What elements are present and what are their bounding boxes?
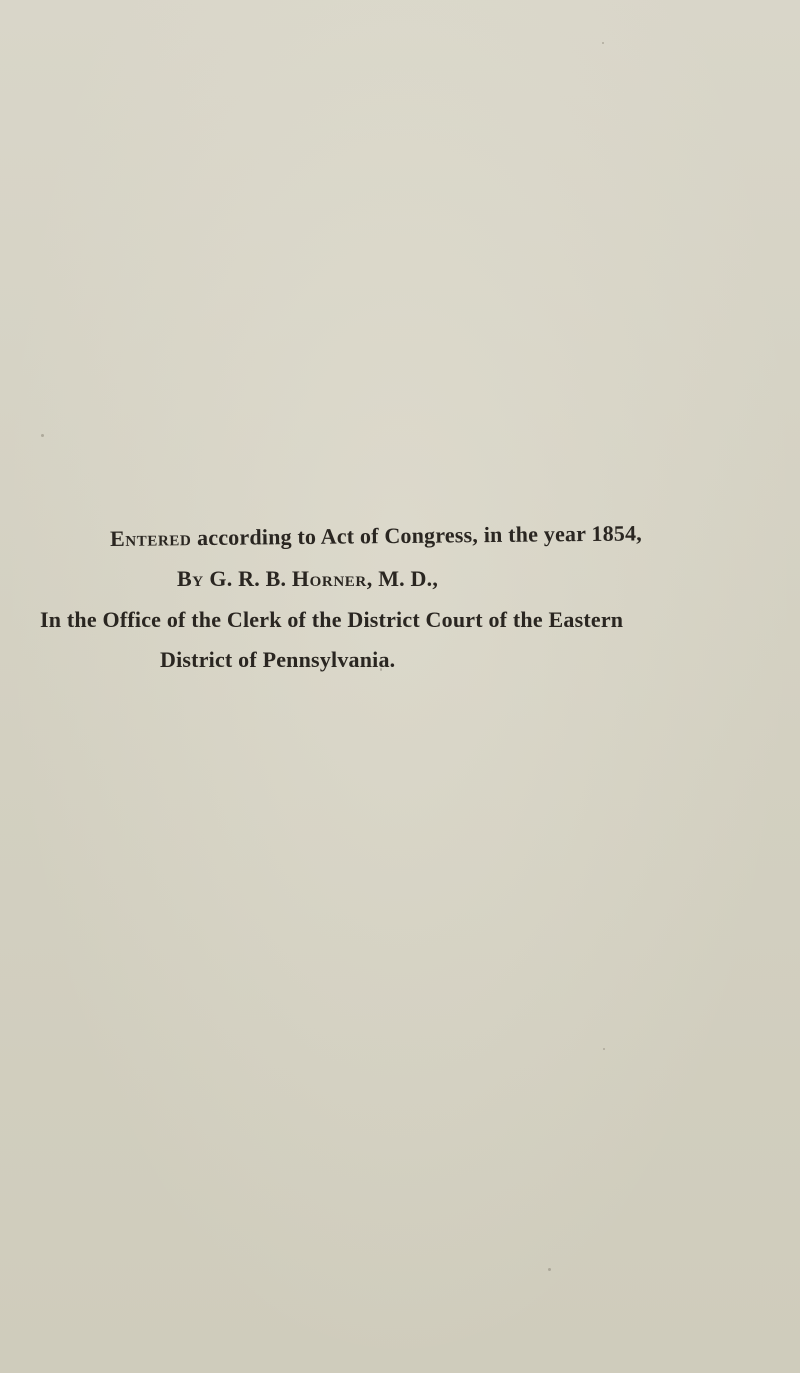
entered-rest: according to Act of Congress, in the year 1854, [191, 520, 643, 551]
by-word: By [177, 566, 204, 591]
copyright-notice [0, 514, 800, 714]
copyright-line-district: District of Pennsylvania. [160, 647, 396, 672]
copyright-line-entered [110, 520, 642, 552]
paper-speck [41, 434, 44, 437]
author-surname: Horner [291, 566, 367, 591]
entered-word: Entered [109, 525, 192, 551]
paper-speck [548, 1268, 551, 1271]
copyright-line-author [177, 566, 438, 592]
author-initials: G. R. B. [203, 566, 292, 591]
copyright-line-office: In the Office of the Clerk of the District Court of the Eastern [40, 607, 624, 632]
author-degree: , M. D., [366, 566, 439, 591]
paper-speck [603, 1048, 605, 1050]
paper-speck [602, 42, 604, 44]
